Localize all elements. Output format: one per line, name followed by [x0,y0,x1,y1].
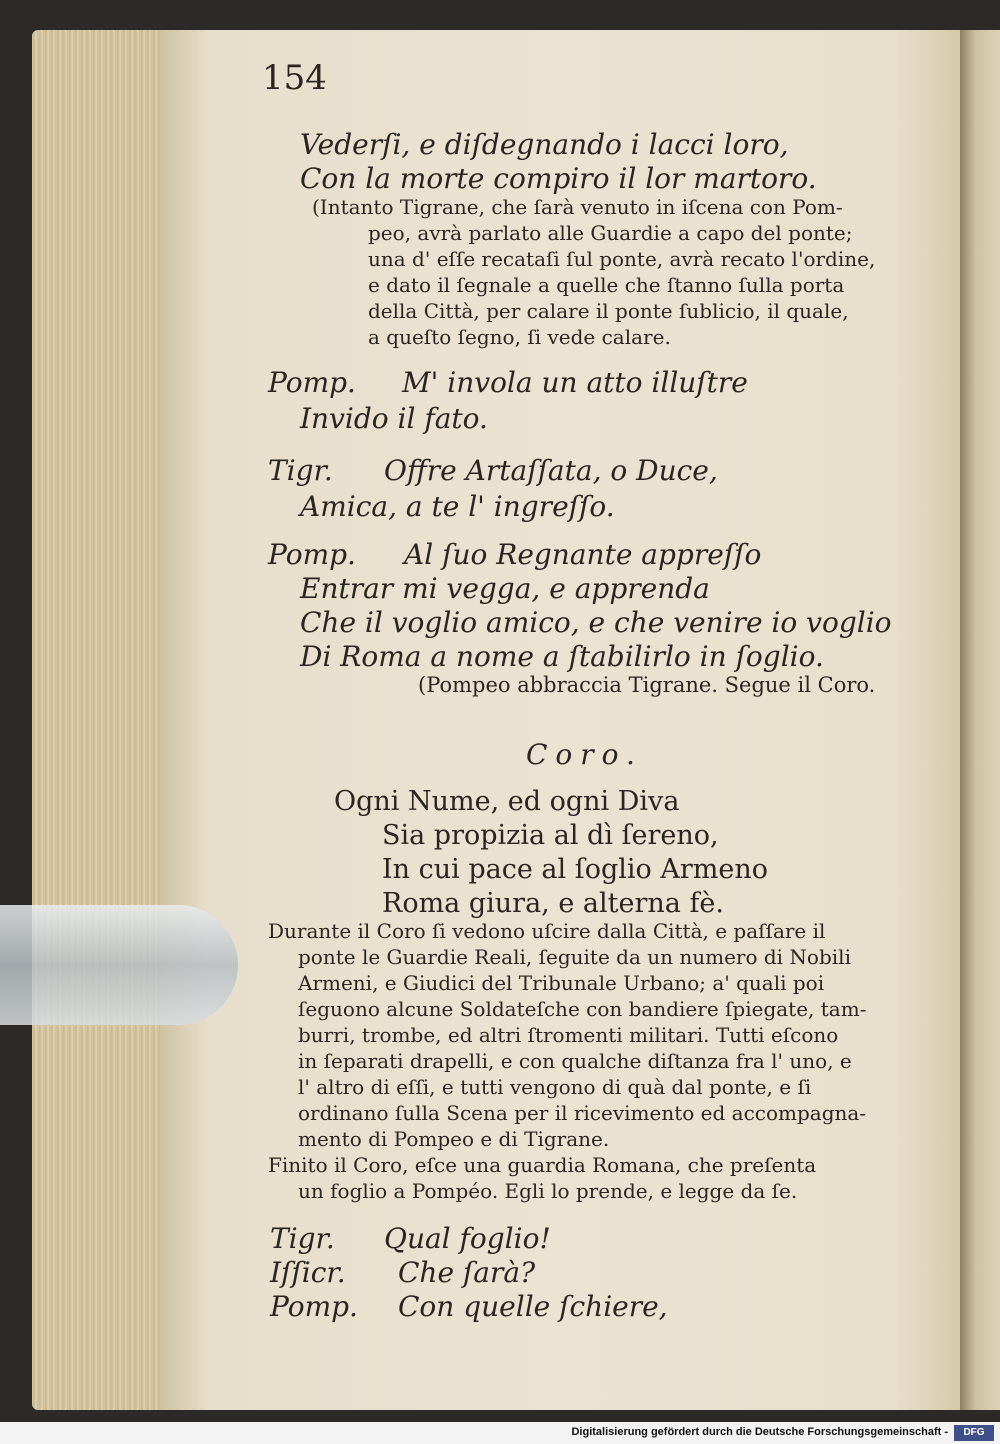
stage-direction-line: l' altro di eſſi, e tutti vengono di quà dal ponte, e ſi [298,1075,812,1099]
verse-line: Di Roma a nome a ſtabilirlo in ſoglio. [300,640,824,673]
stage-direction-line: ponte le Guardie Reali, ſeguite da un numero di Nobili [298,945,851,969]
verse-line: Qual foglio! [384,1222,551,1255]
book-page-edges [32,30,172,1410]
stage-direction-line: a queſto ſegno, ſi vede calare. [368,325,671,349]
stage-direction-line: (Pompeo abbraccia Tigrane. Segue il Coro. [418,673,876,697]
stage-direction-line: Durante il Coro ſi vedono uſcire dalla Città, e paſſare il [268,919,826,943]
speaker-name: Iſſicr. [270,1256,346,1289]
verse-line: Al ſuo Regnante appreſſo [404,538,762,571]
page-number: 154 [262,58,327,98]
verse-line: Con quelle ſchiere, [398,1290,668,1323]
stage-direction-line: e dato il ſegnale a quelle che ſtanno ſulla porta [368,273,845,297]
verse-line: Offre Artaſſata, o Duce, [384,454,718,487]
stage-direction-line: in ſeparati drapelli, e con qualche diſtanza fra l' uno, e [298,1049,852,1073]
stage-direction-line: ſeguono alcune Soldateſche con bandiere ſpiegate, tam- [298,997,867,1021]
stage-direction-line: Armeni, e Giudici del Tribunale Urbano; a' quali poi [298,971,825,995]
stage-direction-line: peo, avrà parlato alle Guardie a capo del ponte; [368,221,853,245]
page-clip-holder [0,905,238,1025]
stage-direction-line: (Intanto Tigrane, che ſarà venuto in iſcena con Pom- [312,195,843,219]
chorus-line: Roma giura, e alterna fè. [382,888,724,919]
verse-line: Con la morte compiro il lor martoro. [300,162,817,195]
verse-line: Invido il fato. [300,402,488,435]
stage-direction-line: Finito il Coro, eſce una guardia Romana, che preſenta [268,1153,817,1177]
chorus-line: Ogni Nume, ed ogni Diva [334,786,680,817]
footer-credit-text: Digitalisierung gefördert durch die Deutsche Forschungsgemeinschaft - [571,1426,948,1438]
speaker-name: Pomp. [268,366,356,399]
speaker-name: Pomp. [268,538,356,571]
chorus-title: Coro. [526,738,643,771]
speaker-name: Tigr. [268,454,333,487]
digitization-footer [0,1422,1000,1444]
stage-direction-line: una d' eſſe recataſi ſul ponte, avrà recato l'ordine, [368,247,876,271]
facing-page-edge [960,30,1000,1410]
stage-direction-line: ordinano ſulla Scena per il ricevimento ed accompagna- [298,1101,867,1125]
speaker-name: Pomp. [270,1290,358,1323]
stage-direction-line: della Città, per calare il ponte ſublicio, il quale, [368,299,849,323]
chorus-line: Sia propizia al dì ſereno, [382,820,719,851]
stage-direction-line: un foglio a Pompéo. Egli lo prende, e legge da ſe. [298,1179,798,1203]
verse-line: M' invola un atto illuſtre [402,366,748,399]
dfg-logo-icon: DFG [954,1425,994,1441]
verse-line: Che il voglio amico, e che venire io voglio [300,606,892,639]
verse-line: Entrar mi vegga, e apprenda [300,572,710,605]
stage-direction-line: burri, trombe, ed altri ſtromenti militari. Tutti eſcono [298,1023,839,1047]
speaker-name: Tigr. [270,1222,335,1255]
verse-line: Che ſarà? [398,1256,536,1289]
stage-direction-line: mento di Pompeo e di Tigrane. [298,1127,610,1151]
chorus-line: In cui pace al ſoglio Armeno [382,854,769,885]
verse-line: Vederſi, e diſdegnando i lacci loro, [300,128,789,161]
verse-line: Amica, a te l' ingreſſo. [300,490,615,523]
